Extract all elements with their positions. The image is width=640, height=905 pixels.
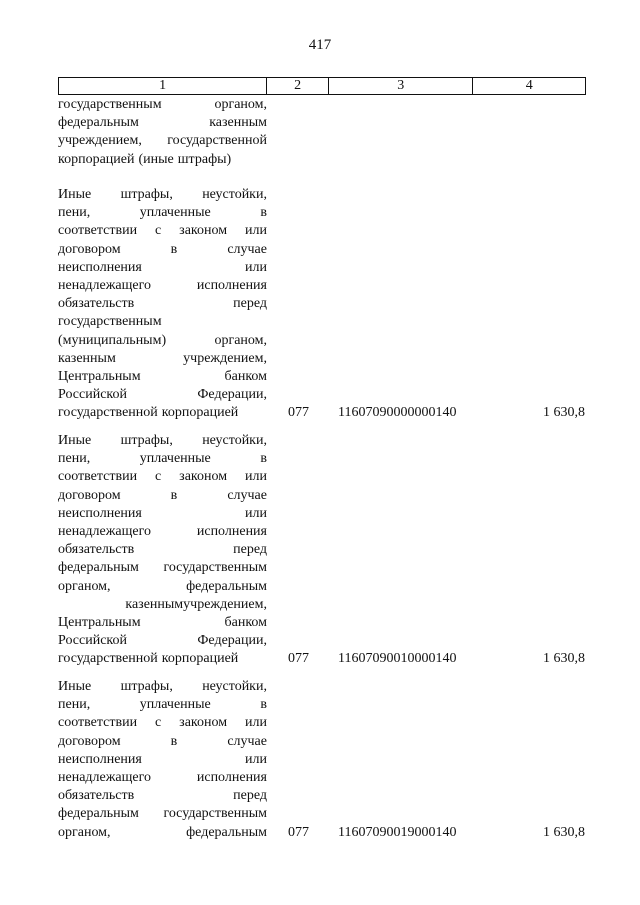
description-word: органом, <box>58 578 111 594</box>
header-col-1: 1 <box>59 78 267 94</box>
description-word: неустойки, <box>202 433 267 448</box>
description-line <box>58 432 267 450</box>
description-line <box>58 295 267 313</box>
description-line <box>58 204 267 222</box>
description-word: в <box>170 733 178 749</box>
description-word: Иные <box>58 433 92 448</box>
amount: 1 630,8 <box>543 824 585 840</box>
description-word: обязательств <box>58 296 135 312</box>
description-line <box>58 632 267 650</box>
description-word: в <box>170 487 178 503</box>
description-word: ненадлежащего <box>58 277 152 293</box>
description-word: или <box>245 715 267 731</box>
description-word: пени, <box>58 451 91 467</box>
description-word: в <box>260 205 267 221</box>
description-word: государственной <box>167 133 267 149</box>
description-word: государственным <box>163 806 267 822</box>
description-word: уплаченные <box>139 697 211 713</box>
description-line <box>58 505 267 523</box>
description-word: в <box>260 697 267 713</box>
description-word: казенным <box>58 350 116 366</box>
description-word: органом, <box>214 332 267 348</box>
description-word: перед <box>233 788 267 804</box>
description-line <box>58 523 267 541</box>
description-word: штрафы, <box>120 187 173 202</box>
description-word: Федерации, <box>197 387 267 403</box>
description-word: случае <box>227 487 267 503</box>
description-word: федеральным <box>186 824 267 840</box>
description-word: исполнения <box>196 523 267 539</box>
description-word: казенным <box>125 596 184 612</box>
description-word: государственной <box>58 651 158 667</box>
description-word: соответствии <box>58 223 138 239</box>
budget-classification-code: 11607090000000140 <box>338 405 457 421</box>
description-word: государственной <box>58 405 158 421</box>
description-line <box>58 487 267 505</box>
description-line <box>58 468 267 486</box>
description-word: неисполнения <box>58 751 142 767</box>
description-word: или <box>245 751 267 767</box>
description-word: или <box>245 259 267 275</box>
description-word: корпорацией <box>161 405 239 421</box>
description-line <box>58 222 267 240</box>
description-word: штрафы, <box>120 433 173 448</box>
description-word: неустойки, <box>202 187 267 202</box>
description-line <box>58 678 267 696</box>
description-word: ненадлежащего <box>58 523 152 539</box>
description-word: исполнения <box>196 277 267 293</box>
description-word: штрафы) <box>177 151 232 167</box>
description-line <box>58 696 267 714</box>
description-line <box>58 578 267 596</box>
description-line <box>58 733 267 751</box>
admin-code: 077 <box>288 651 309 667</box>
description-word: неустойки, <box>202 679 267 694</box>
description-line <box>58 277 267 295</box>
description-line <box>58 751 267 769</box>
budget-classification-code: 11607090010000140 <box>338 651 457 667</box>
description-word: или <box>245 223 267 239</box>
description-line <box>58 259 267 277</box>
description-word: с <box>155 469 162 485</box>
description-line <box>58 114 267 132</box>
description-word: или <box>245 505 267 521</box>
description-word: соответствии <box>58 469 138 485</box>
description-word: договором <box>58 733 121 749</box>
description-word: Центральным <box>58 368 141 384</box>
description-line <box>58 614 267 632</box>
description-word: случае <box>227 241 267 257</box>
description-word: случае <box>227 733 267 749</box>
description-line <box>58 368 267 386</box>
description-line <box>58 313 267 331</box>
description-word: обязательств <box>58 788 135 804</box>
description-word: корпорацией <box>161 651 239 667</box>
description-word: с <box>155 223 162 239</box>
description-word: ненадлежащего <box>58 769 152 785</box>
description-line <box>58 824 267 842</box>
description-word: уплаченные <box>139 451 211 467</box>
description-line <box>58 559 267 577</box>
description-word: Федерации, <box>197 633 267 649</box>
description-word: в <box>260 451 267 467</box>
description-word: в <box>170 241 178 257</box>
description-line <box>58 132 267 150</box>
description-word: Российской <box>58 633 127 649</box>
description-word: корпорацией <box>58 151 135 167</box>
description-word: учреждением, <box>183 596 267 612</box>
amount: 1 630,8 <box>543 651 585 667</box>
description-line <box>58 450 267 468</box>
description-word: уплаченные <box>139 205 211 221</box>
description-word: неисполнения <box>58 505 142 521</box>
description-word: Центральным <box>58 614 141 630</box>
description-line <box>58 404 267 422</box>
description-word: пени, <box>58 697 91 713</box>
admin-code: 077 <box>288 405 309 421</box>
description-word: пени, <box>58 205 91 221</box>
description-line <box>58 769 267 787</box>
description-word: федеральным <box>58 115 139 131</box>
description-line <box>58 350 267 368</box>
row-description <box>58 96 267 169</box>
description-word: Российской <box>58 387 127 403</box>
description-word: исполнения <box>196 769 267 785</box>
description-line <box>58 650 267 668</box>
description-word: учреждением, <box>58 133 142 149</box>
description-word: федеральным <box>186 578 267 594</box>
row-description <box>58 432 267 668</box>
description-word: учреждением, <box>183 350 267 366</box>
description-word: обязательств <box>58 542 135 558</box>
description-line <box>58 541 267 559</box>
description-word: банком <box>224 614 267 630</box>
description-word: (муниципальным) <box>58 332 167 348</box>
header-col-2: 2 <box>267 78 329 94</box>
description-word: с <box>155 715 162 731</box>
description-word: перед <box>233 542 267 558</box>
description-line <box>58 787 267 805</box>
row-description <box>58 678 267 842</box>
description-word: или <box>245 469 267 485</box>
description-line <box>58 241 267 259</box>
description-line <box>58 714 267 732</box>
description-word: федеральным <box>58 806 139 822</box>
description-line <box>58 332 267 350</box>
description-line <box>58 186 267 204</box>
description-word: договором <box>58 241 121 257</box>
description-word: органом, <box>214 97 267 112</box>
admin-code: 077 <box>288 824 309 840</box>
row-description <box>58 186 267 422</box>
description-word: органом, <box>58 824 111 840</box>
header-col-4: 4 <box>525 78 533 93</box>
description-word: банком <box>224 368 267 384</box>
table-header <box>58 77 586 95</box>
description-word: штрафы, <box>120 679 173 694</box>
description-word: неисполнения <box>58 259 142 275</box>
description-line <box>58 151 267 169</box>
description-word: государственным <box>58 314 162 330</box>
page-number: 417 <box>308 37 332 53</box>
description-word: договором <box>58 487 121 503</box>
header-col-3: 3 <box>329 78 473 94</box>
description-word: (иные <box>138 151 174 167</box>
description-word: казенным <box>209 115 267 131</box>
description-line <box>58 596 267 614</box>
budget-classification-code: 11607090019000140 <box>338 824 457 840</box>
description-word: федеральным <box>58 560 139 576</box>
description-word: законом <box>179 469 228 485</box>
description-word: Иные <box>58 187 92 202</box>
description-line <box>58 96 267 114</box>
description-word: Иные <box>58 679 92 694</box>
description-word: государственным <box>58 97 162 112</box>
description-word: законом <box>179 223 228 239</box>
amount: 1 630,8 <box>543 405 585 421</box>
description-word: перед <box>233 296 267 312</box>
description-line <box>58 805 267 823</box>
description-line <box>58 386 267 404</box>
description-word: государственным <box>163 560 267 576</box>
description-word: законом <box>179 715 228 731</box>
description-word: соответствии <box>58 715 138 731</box>
